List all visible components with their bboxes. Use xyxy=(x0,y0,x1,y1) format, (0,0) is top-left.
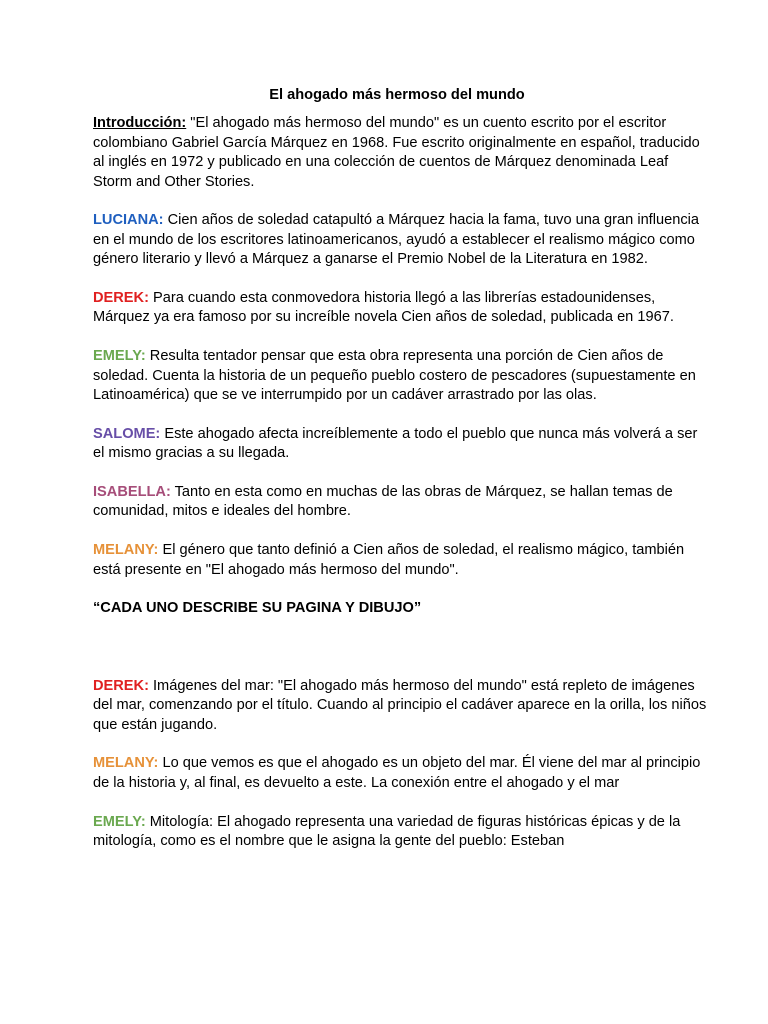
paragraph-melany xyxy=(93,541,708,580)
paragraph-text: Para cuando esta conmovedora historia llegó a las librerías estadounidenses, Márquez ya era famoso por su increíble novela Cien años de soledad, publicada en 1967. xyxy=(93,290,674,326)
intro-paragraph xyxy=(93,114,708,192)
paragraph-text: El género que tanto definió a Cien años de soledad, el realismo mágico, también está presente en "El ahogado más hermoso del mundo". xyxy=(93,542,685,578)
paragraph-salome xyxy=(93,425,708,464)
speaker-label: EMELY: xyxy=(93,813,146,830)
document-title: El ahogado más hermoso del mundo xyxy=(269,87,525,103)
speaker-label: EMELY: xyxy=(93,348,146,365)
paragraph-text: Imágenes del mar: "El ahogado más hermoso del mundo" está repleto de imágenes del mar, comenzando por el título. Cuando al principio el cadáver aparece en la orilla, los niños que están jugando. xyxy=(93,677,707,733)
paragraph-text: Tanto en esta como en muchas de las obras de Márquez, se hallan temas de comunidad, mitos e ideales del hombre. xyxy=(93,484,673,520)
paragraph-text: Este ahogado afecta increíblemente a todo el pueblo que nunca más volverá a ser el mismo gracias a su llegada. xyxy=(93,425,698,462)
speaker-label: SALOME: xyxy=(93,425,161,442)
paragraph-emely-2 xyxy=(93,813,708,852)
speaker-label: MELANY: xyxy=(93,755,159,772)
paragraph-text: Lo que vemos es que el ahogado es un objeto del mar. Él viene del mar al principio de la historia y, al final, es devuelto a este. La conexión entre el ahogado y el mar xyxy=(93,755,701,791)
section-heading: “CADA UNO DESCRIBE SU PAGINA Y DIBUJO” xyxy=(93,600,422,617)
paragraph-text: Resulta tentador pensar que esta obra representa una porción de Cien años de soledad. Cuenta la historia de un pequeño pueblo costero de pescadores (supuestamente en Latinoamérica) que se ve interrumpido por un cadáver arrastrado por las olas. xyxy=(93,348,696,404)
paragraph-melany-2 xyxy=(93,754,708,793)
intro-text: "El ahogado más hermoso del mundo" es un cuento escrito por el escritor colombiano Gabriel García Márquez en 1968. Fue escrito originalmente en español, traducido al inglés en 1972 y publicado en una colección de cuentos de Márquez denominada Leaf Storm and Other Stories. xyxy=(93,115,700,190)
paragraph-text: Mitología: El ahogado representa una variedad de figuras históricas épicas y de la mitología, como es el nombre que le asigna la gente del pueblo: Esteban xyxy=(93,813,681,850)
paragraph-derek-2 xyxy=(93,677,708,735)
speaker-label: DEREK: xyxy=(93,677,149,694)
paragraph-derek xyxy=(93,289,708,328)
paragraph-luciana xyxy=(93,211,708,269)
paragraph-text: Cien años de soledad catapultó a Márquez hacia la fama, tuvo una gran influencia en el mundo de los escritores latinoamericanos, ayudó a establecer el realismo mágico como género literario y llevó a Márquez a ganarse el Premio Nobel de la Literatura en 1982. xyxy=(93,212,699,268)
intro-label: Introducción: xyxy=(93,115,187,132)
speaker-label: LUCIANA: xyxy=(93,212,164,229)
speaker-label: ISABELLA: xyxy=(93,484,171,501)
speaker-label: MELANY: xyxy=(93,542,159,559)
paragraph-isabella xyxy=(93,483,708,522)
paragraph-emely xyxy=(93,347,708,405)
speaker-label: DEREK: xyxy=(93,290,149,307)
